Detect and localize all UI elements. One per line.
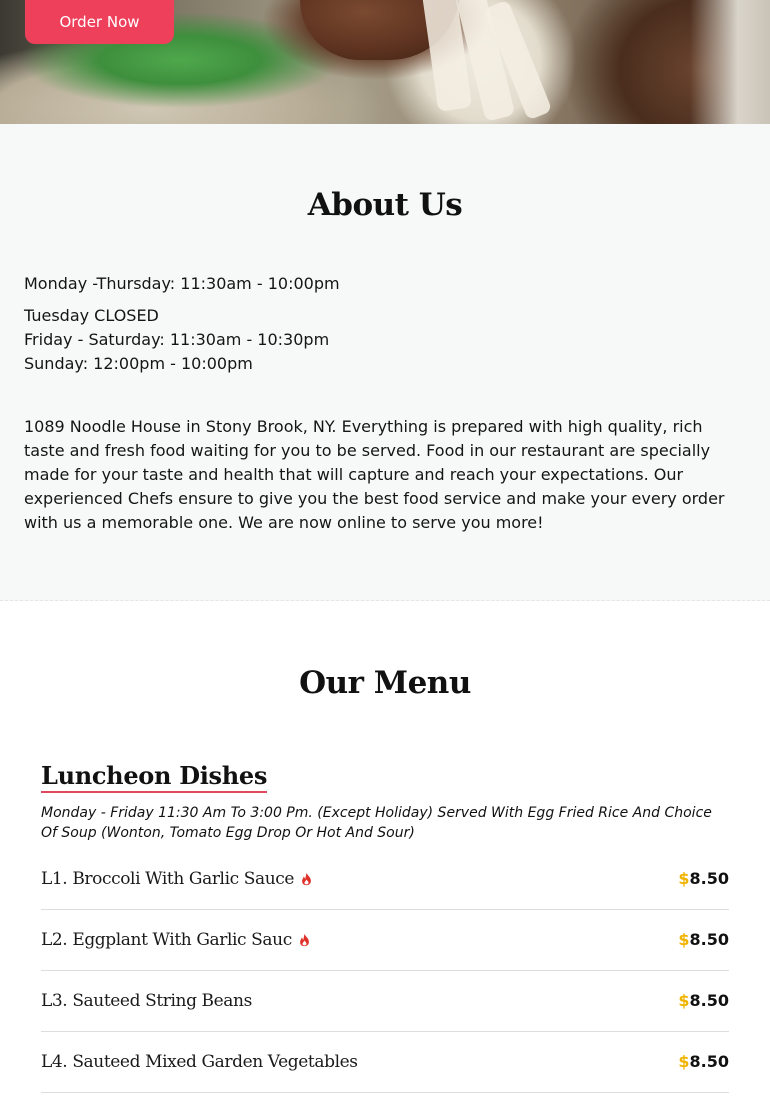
- menu-item-name: L4. Sauteed Mixed Garden Vegetables: [41, 1052, 358, 1072]
- opening-hours: [24, 272, 340, 376]
- menu-item-list: [41, 849, 729, 1093]
- menu-item-name-wrap: [41, 869, 313, 889]
- menu-item-name: L1. Broccoli With Garlic Sauce: [41, 869, 295, 889]
- menu-item-name-wrap: [41, 930, 311, 950]
- price-value: 8.50: [689, 869, 729, 888]
- about-description: 1089 Noodle House in Stony Brook, NY. Everything is prepared with high quality, rich taste and fresh food waiting for you to be served. Food in our restaurant are specially made for your taste and health that will capture and reach your expectations. Our experienced Chefs ensure to give you the best food service and make your every order with us a memorable one. We are now online to serve you more!: [24, 417, 725, 532]
- menu-item-name-wrap: [41, 991, 252, 1011]
- about-title: About Us: [307, 187, 463, 223]
- menu-item-price: [678, 869, 729, 888]
- price-value: 8.50: [689, 991, 729, 1010]
- hours-line: Sunday: 12:00pm - 10:00pm: [24, 354, 253, 373]
- hero-banner: [0, 0, 770, 124]
- menu-section: [0, 601, 770, 1110]
- menu-item-price: [678, 930, 729, 949]
- currency-symbol: $: [678, 930, 690, 949]
- menu-item-name: L3. Sauteed String Beans: [41, 991, 252, 1011]
- menu-item[interactable]: [41, 1032, 729, 1093]
- hours-line: Monday -Thursday: 11:30am - 10:00pm: [24, 274, 340, 293]
- menu-item-name: L2. Eggplant With Garlic Sauc: [41, 930, 292, 950]
- hero-bowl-rim: [690, 0, 770, 124]
- menu-item[interactable]: [41, 910, 729, 971]
- menu-title: Our Menu: [299, 665, 471, 701]
- hours-line: Tuesday CLOSED: [24, 306, 159, 325]
- price-value: 8.50: [689, 1052, 729, 1071]
- order-now-button[interactable]: Order Now: [25, 0, 174, 44]
- hours-line: Friday - Saturday: 11:30am - 10:30pm: [24, 330, 330, 349]
- menu-item-name-wrap: [41, 1052, 358, 1072]
- currency-symbol: $: [678, 1052, 690, 1071]
- category-note: Monday - Friday 11:30 Am To 3:00 Pm. (Except Holiday) Served With Egg Fried Rice And Choice Of Soup (Wonton, Tomato Egg Drop Or Hot And Sour): [41, 805, 712, 841]
- menu-item[interactable]: [41, 849, 729, 910]
- currency-symbol: $: [678, 991, 690, 1010]
- fire-icon: [300, 872, 313, 886]
- currency-symbol: $: [678, 869, 690, 888]
- category-title: Luncheon Dishes: [41, 761, 267, 793]
- menu-item-price: [678, 991, 729, 1010]
- fire-icon: [298, 933, 311, 947]
- price-value: 8.50: [689, 930, 729, 949]
- about-section: [0, 124, 770, 601]
- menu-item[interactable]: [41, 971, 729, 1032]
- menu-item-price: [678, 1052, 729, 1071]
